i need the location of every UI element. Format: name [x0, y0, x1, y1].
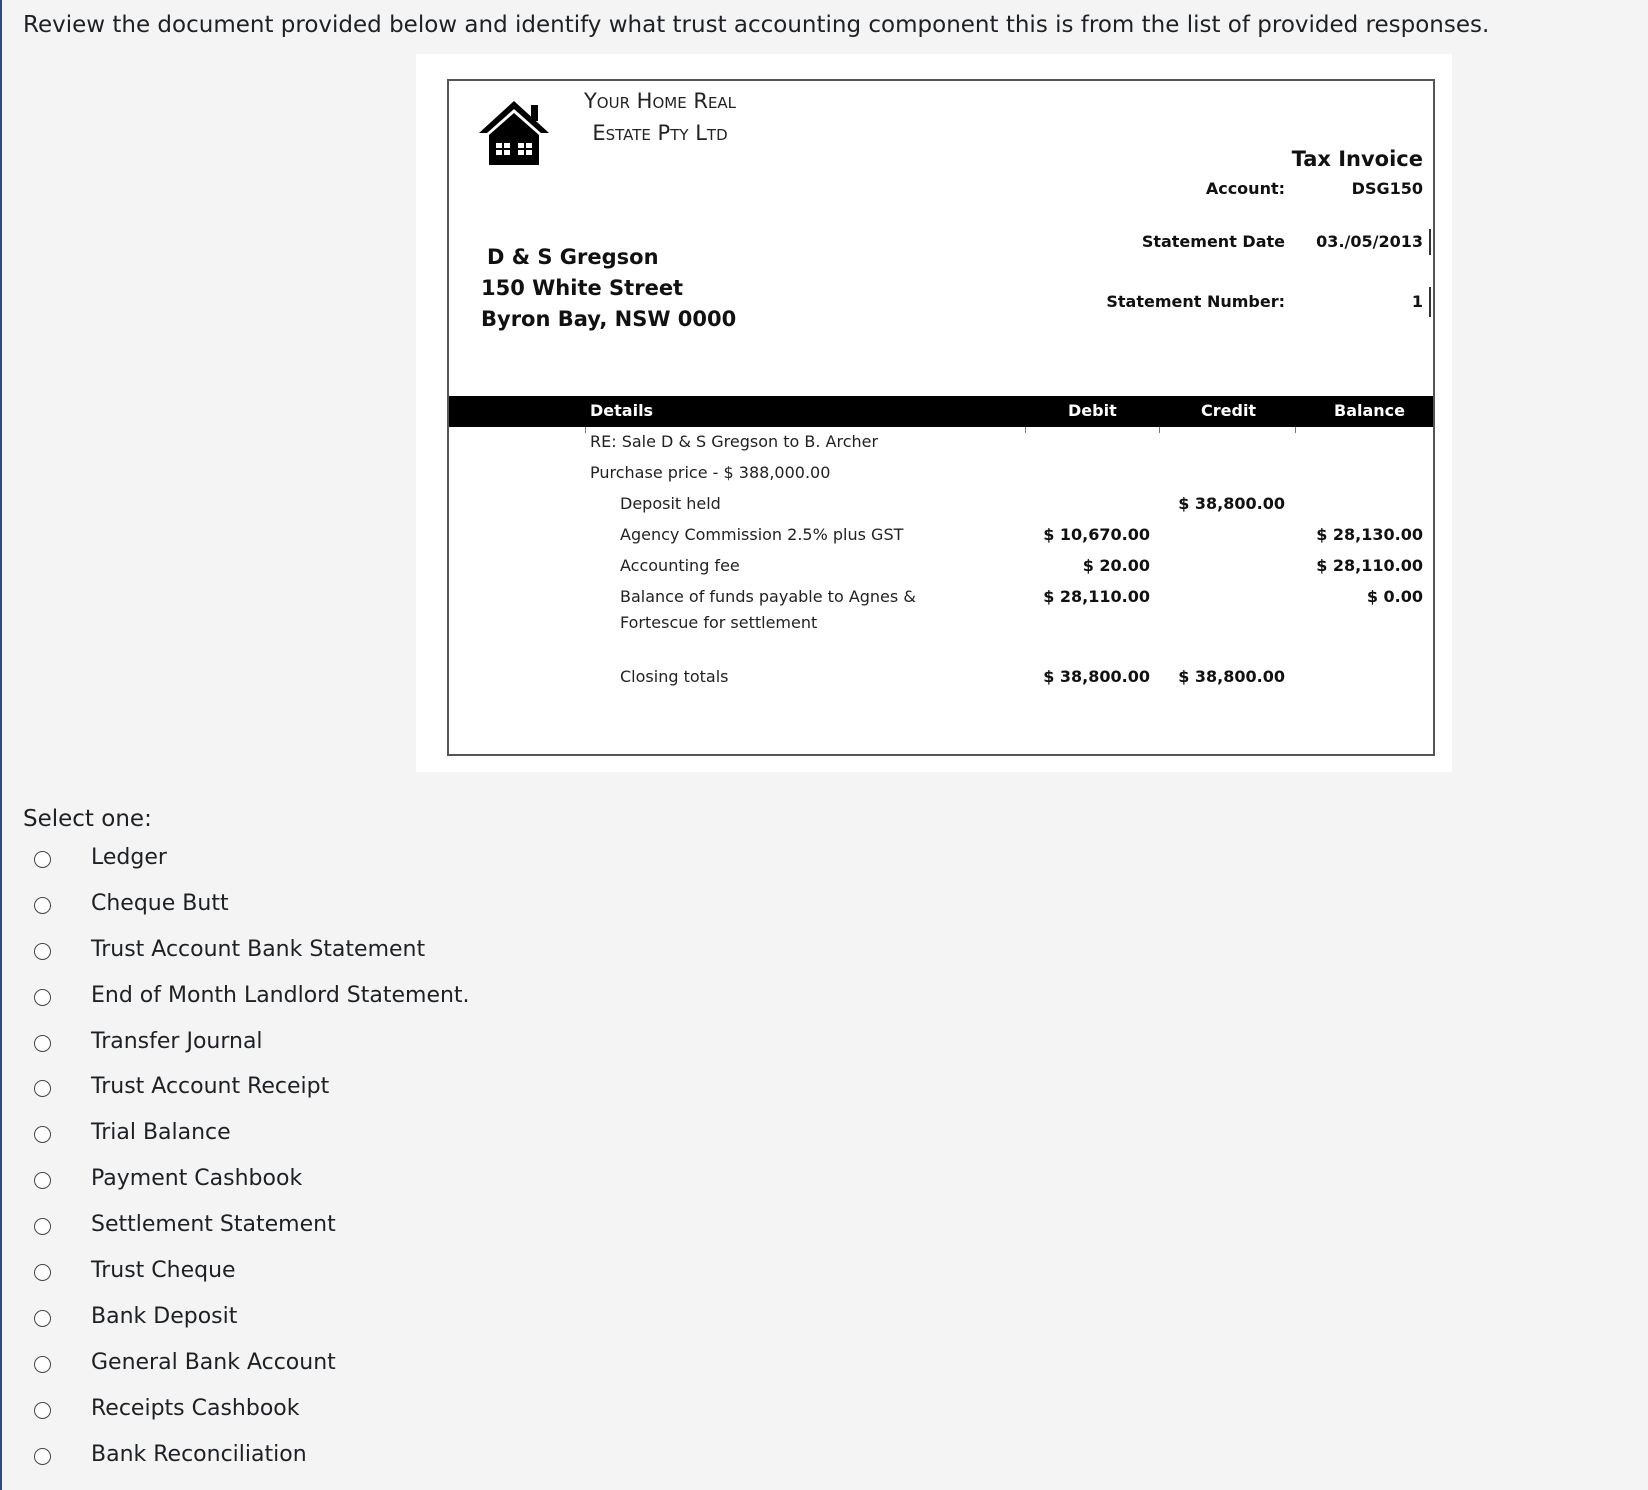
- radio-button[interactable]: [34, 1264, 51, 1281]
- option-trust-account-receipt[interactable]: [34, 1074, 554, 1106]
- select-one-prompt: Select one:: [23, 806, 152, 832]
- option-bank-deposit[interactable]: [34, 1304, 554, 1336]
- radio-button[interactable]: [34, 943, 51, 960]
- column-header-credit: Credit: [1201, 401, 1257, 420]
- option-ledger[interactable]: [34, 845, 554, 877]
- radio-button[interactable]: [34, 1310, 51, 1327]
- tax-invoice-document: [447, 79, 1435, 756]
- column-header-balance: Balance: [1334, 401, 1405, 420]
- row-credit: $ 38,800.00: [1178, 494, 1285, 513]
- option-payment-cashbook[interactable]: [34, 1166, 554, 1198]
- row-details: Agency Commission 2.5% plus GST: [620, 525, 904, 544]
- column-header-debit: Debit: [1068, 401, 1117, 420]
- radio-button[interactable]: [34, 1218, 51, 1235]
- row-balance: $ 28,130.00: [1316, 525, 1423, 544]
- row-details: Balance of funds payable to Agnes &: [620, 587, 916, 606]
- document-image: [416, 54, 1452, 772]
- option-label[interactable]: End of Month Landlord Statement.: [91, 983, 470, 1008]
- table-header: [449, 396, 1433, 427]
- closing-totals-label: Closing totals: [620, 667, 729, 686]
- option-settlement-statement[interactable]: [34, 1212, 554, 1244]
- document-title: Tax Invoice: [1291, 147, 1423, 171]
- divider-line: [1429, 287, 1431, 317]
- purchase-price-line: Purchase price - $ 388,000.00: [590, 463, 831, 482]
- account-value: DSG150: [1351, 179, 1423, 198]
- option-label[interactable]: General Bank Account: [91, 1350, 336, 1375]
- option-trust-account-bank-statement[interactable]: [34, 937, 554, 969]
- divider-line: [1429, 229, 1431, 255]
- account-label: Account:: [1205, 179, 1285, 198]
- left-border-rule: [0, 0, 2, 1490]
- row-debit: $ 20.00: [1082, 556, 1150, 575]
- statement-number-label: Statement Number:: [1106, 292, 1285, 311]
- option-general-bank-account[interactable]: [34, 1350, 554, 1382]
- row-debit: $ 28,110.00: [1043, 587, 1150, 606]
- option-label[interactable]: Trust Account Receipt: [91, 1074, 330, 1099]
- row-balance: $ 0.00: [1366, 587, 1423, 606]
- option-label[interactable]: Trial Balance: [91, 1120, 231, 1145]
- option-end-of-month-landlord-statement[interactable]: [34, 983, 554, 1015]
- column-divider: [1159, 427, 1160, 433]
- radio-button[interactable]: [34, 897, 51, 914]
- option-bank-reconciliation[interactable]: [34, 1442, 554, 1474]
- row-balance: $ 28,110.00: [1316, 556, 1423, 575]
- address-city: Byron Bay, NSW 0000: [481, 307, 737, 331]
- option-label[interactable]: Settlement Statement: [91, 1212, 336, 1237]
- row-debit: $ 10,670.00: [1043, 525, 1150, 544]
- company-name-line2: Estate Pty Ltd: [592, 121, 728, 145]
- option-label[interactable]: Trust Cheque: [91, 1258, 236, 1283]
- option-cheque-butt[interactable]: [34, 891, 554, 923]
- address-street: 150 White Street: [481, 276, 684, 300]
- column-divider: [1025, 427, 1026, 433]
- option-label[interactable]: Trust Account Bank Statement: [91, 937, 426, 962]
- radio-button[interactable]: [34, 989, 51, 1006]
- radio-button[interactable]: [34, 1126, 51, 1143]
- option-label[interactable]: Bank Deposit: [91, 1304, 238, 1329]
- radio-button[interactable]: [34, 1402, 51, 1419]
- radio-button[interactable]: [34, 1172, 51, 1189]
- column-divider: [585, 427, 586, 433]
- row-details: Accounting fee: [620, 556, 740, 575]
- option-label[interactable]: Cheque Butt: [91, 891, 229, 916]
- radio-button[interactable]: [34, 1035, 51, 1052]
- radio-button[interactable]: [34, 851, 51, 868]
- closing-credit: $ 38,800.00: [1178, 667, 1285, 686]
- option-label[interactable]: Payment Cashbook: [91, 1166, 303, 1191]
- radio-button[interactable]: [34, 1080, 51, 1097]
- option-label[interactable]: Bank Reconciliation: [91, 1442, 307, 1467]
- row-details-continued: Fortescue for settlement: [620, 613, 818, 632]
- closing-debit: $ 38,800.00: [1043, 667, 1150, 686]
- option-label[interactable]: Receipts Cashbook: [91, 1396, 300, 1421]
- statement-date-value: 03./05/2013: [1316, 232, 1423, 251]
- radio-button[interactable]: [34, 1356, 51, 1373]
- house-icon: [477, 99, 551, 167]
- option-label[interactable]: Transfer Journal: [91, 1029, 263, 1054]
- column-divider: [1295, 427, 1296, 433]
- column-header-details: Details: [590, 401, 654, 420]
- address-name: D & S Gregson: [487, 245, 659, 269]
- option-trust-cheque[interactable]: [34, 1258, 554, 1290]
- question-text: Review the document provided below and identify what trust accounting component this is from the list of provided responses.: [23, 12, 1490, 38]
- company-name-line1: Your Home Real: [583, 89, 737, 113]
- re-line: RE: Sale D & S Gregson to B. Archer: [590, 432, 879, 451]
- company-name: [575, 85, 745, 149]
- statement-date-label: Statement Date: [1141, 232, 1285, 251]
- option-trial-balance[interactable]: [34, 1120, 554, 1152]
- option-receipts-cashbook[interactable]: [34, 1396, 554, 1428]
- option-transfer-journal[interactable]: [34, 1029, 554, 1061]
- statement-number-value: 1: [1411, 292, 1423, 311]
- option-label[interactable]: Ledger: [91, 845, 167, 870]
- row-details: Deposit held: [620, 494, 721, 513]
- radio-button[interactable]: [34, 1448, 51, 1465]
